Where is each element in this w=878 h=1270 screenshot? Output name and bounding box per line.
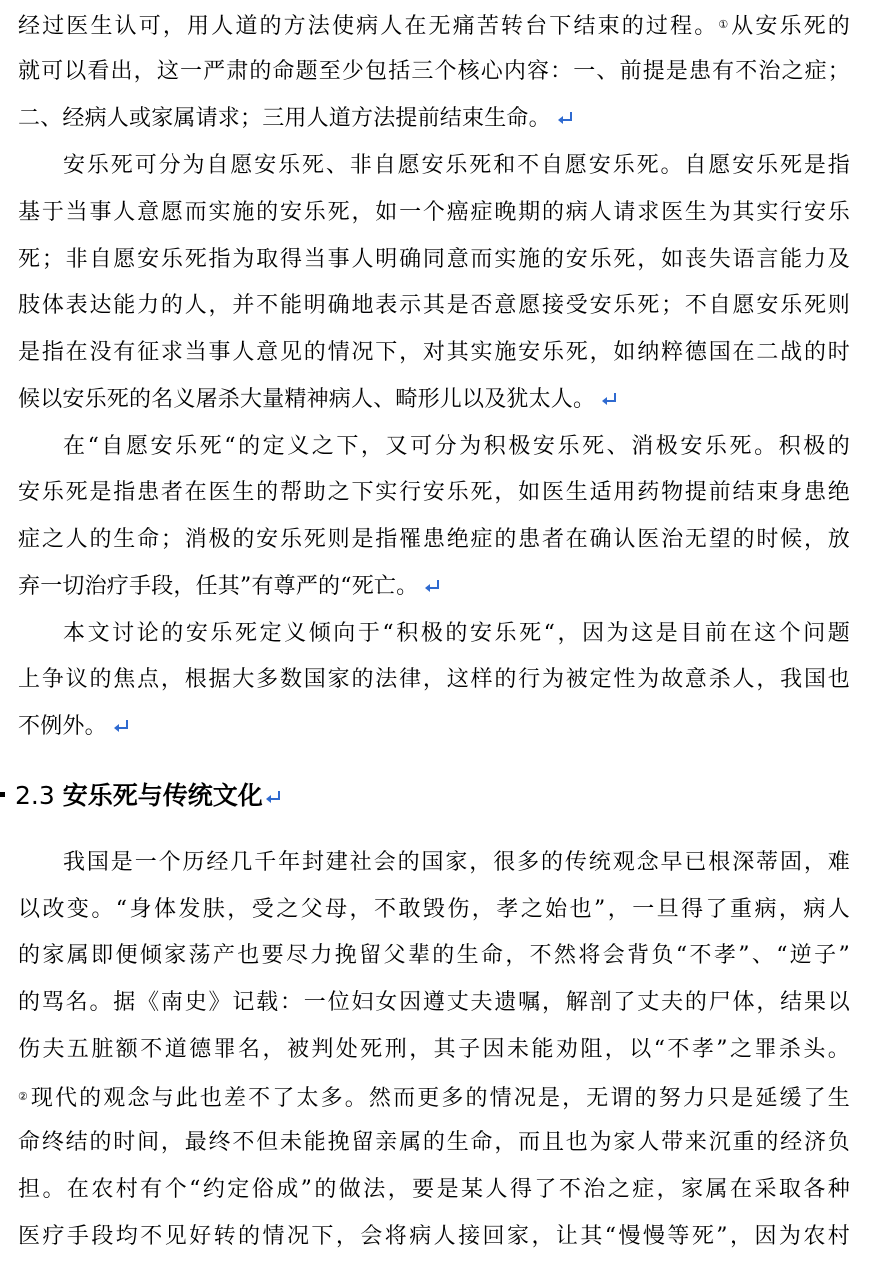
text-line bbox=[18, 704, 850, 750]
text-line: 以改变。“身体发肤，受之父母，不敢毁伤，孝之始也”，一旦得了重病，病人 bbox=[18, 897, 850, 922]
return-arrow-icon bbox=[601, 391, 619, 407]
text-line: 就可以看出，这一严肃的命题至少包括三个核心内容：一、前提是患有不治之症； bbox=[18, 59, 850, 84]
text-run: 经过医生认可，用人道的方法使病人在无痛苦转台下结束的过程。 bbox=[18, 14, 719, 39]
text-line: 的家属即便倾家荡产也要尽力挽留父辈的生命，不然将会背负“不孝”、“逆子” bbox=[18, 943, 850, 968]
section-title: 安乐死与传统文化 bbox=[62, 781, 263, 810]
return-arrow-icon bbox=[113, 718, 131, 734]
text-run: 弃一切治疗手段，任其”有尊严的“死亡。 bbox=[18, 574, 419, 599]
text-line: 的骂名。据《南史》记载：一位妇女因遵丈夫遗嘱，解剖了丈夫的尸体，结果以 bbox=[18, 990, 850, 1015]
text-line: 死；非自愿安乐死指为取得当事人明确同意而实施的安乐死，如丧失语言能力及 bbox=[18, 247, 850, 272]
text-line bbox=[18, 564, 850, 610]
text-line bbox=[18, 1074, 850, 1120]
footnote-marker[interactable]: ② bbox=[18, 1090, 30, 1103]
heading-bullet-marker bbox=[0, 792, 5, 797]
text-line: 在“自愿安乐死“的定义之下，又可分为积极安乐死、消极安乐死。积极的 bbox=[63, 434, 850, 459]
text-run: 现代的观念与此也差不了太多。然而更多的情况是，无谓的努力只是延缓了生 bbox=[30, 1086, 850, 1111]
text-run: 从安乐死的 bbox=[731, 14, 850, 39]
text-line: 我国是一个历经几千年封建社会的国家，很多的传统观念早已根深蒂固，难 bbox=[63, 850, 850, 875]
return-arrow-icon bbox=[424, 578, 442, 594]
text-line: 本文讨论的安乐死定义倾向于“积极的安乐死“，因为这是目前在这个问题 bbox=[63, 621, 850, 646]
text-line: 医疗手段均不见好转的情况下，会将病人接回家，让其“慢慢等死”，因为农村 bbox=[18, 1224, 850, 1249]
text-line bbox=[18, 96, 850, 142]
text-line: 上争议的焦点，根据大多数国家的法律，这样的行为被定性为故意杀人，我国也 bbox=[18, 667, 850, 692]
text-line: 基于当事人意愿而实施的安乐死，如一个癌症晚期的病人请求医生为其实行安乐 bbox=[18, 200, 850, 225]
text-line: 安乐死可分为自愿安乐死、非自愿安乐死和不自愿安乐死。自愿安乐死是指 bbox=[63, 153, 850, 178]
text-line: 担。在农村有个“约定俗成”的做法，要是某人得了不治之症，家属在采取各种 bbox=[18, 1177, 850, 1202]
text-line bbox=[18, 377, 850, 423]
text-line bbox=[18, 2, 850, 48]
text-line: 肢体表达能力的人，并不能明确地表示其是否意愿接受安乐死；不自愿安乐死则 bbox=[18, 293, 850, 318]
text-line: 症之人的生命；消极的安乐死则是指罹患绝症的患者在确认医治无望的时候，放 bbox=[18, 527, 850, 552]
text-line: 伤夫五脏额不道德罪名，被判处死刑，其子因未能劝阻，以“不孝”之罪杀头。 bbox=[18, 1037, 850, 1062]
section-heading bbox=[0, 772, 283, 820]
text-run: 候以安乐死的名义屠杀大量精神病人、畸形儿以及犹太人。 bbox=[18, 387, 596, 412]
text-line: 安乐死是指患者在医生的帮助之下实行安乐死，如医生适用药物提前结束身患绝 bbox=[18, 480, 850, 505]
return-arrow-icon bbox=[557, 110, 575, 126]
text-run: 不例外。 bbox=[18, 714, 107, 739]
section-number: 2.3 bbox=[15, 781, 55, 810]
text-run: 二、经病人或家属请求；三用人道方法提前结束生命。 bbox=[18, 106, 551, 131]
footnote-marker[interactable]: ① bbox=[718, 18, 731, 31]
text-line: 命终结的时间，最终不但未能挽留亲属的生命，而且也为家人带来沉重的经济负 bbox=[18, 1130, 850, 1155]
return-arrow-icon bbox=[265, 789, 283, 805]
text-line: 是指在没有征求当事人意见的情况下，对其实施安乐死，如纳粹德国在二战的时 bbox=[18, 340, 850, 365]
